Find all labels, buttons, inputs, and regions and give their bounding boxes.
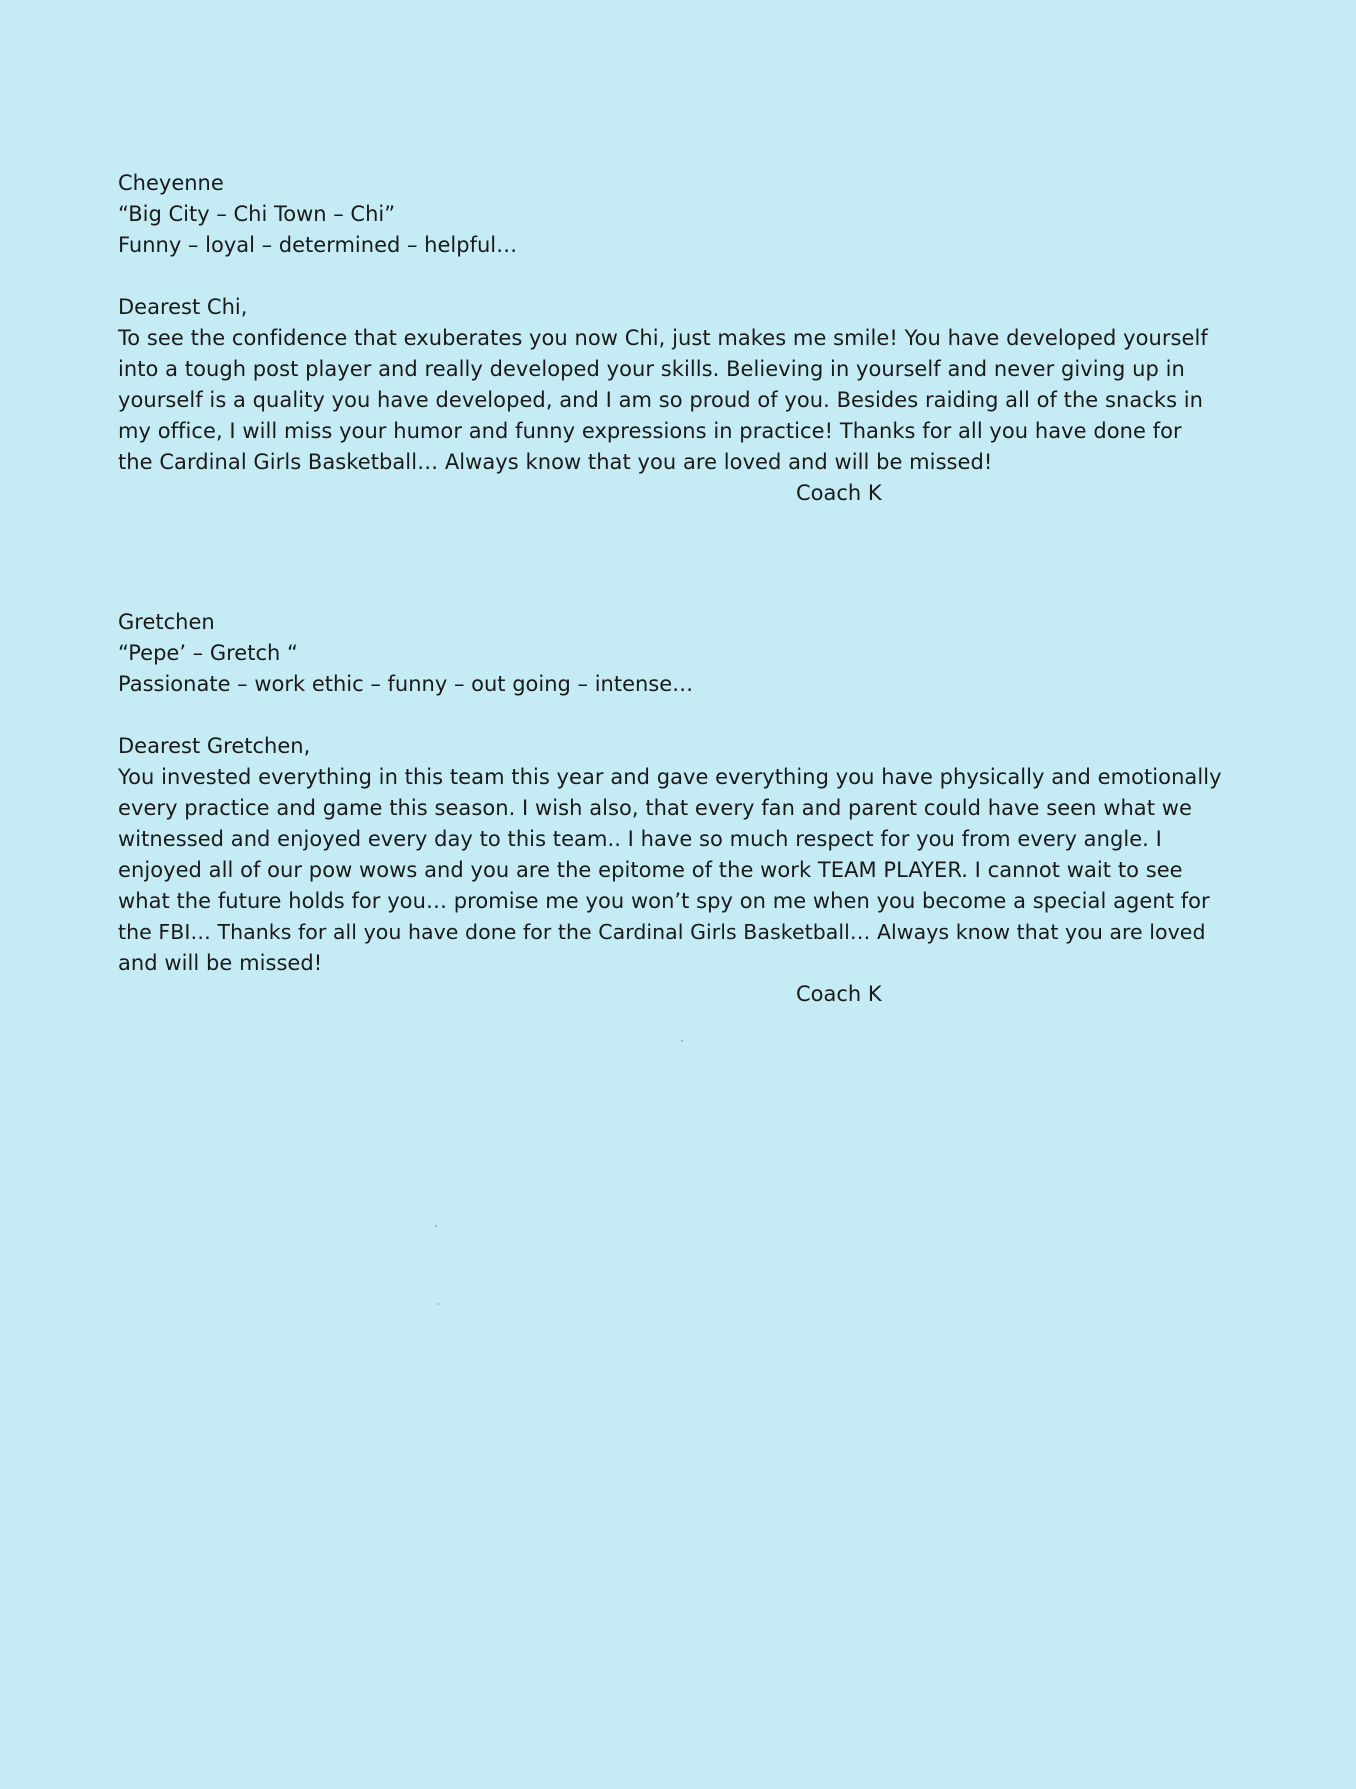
letter-greeting: Dearest Chi, bbox=[118, 295, 248, 319]
letter-body-line: yourself is a quality you have developed, and I am so proud of you. Besides raiding all of the snacks in bbox=[118, 388, 1204, 412]
letter-cheyenne bbox=[118, 168, 1218, 509]
letter-greeting: Dearest Gretchen, bbox=[118, 734, 311, 758]
spacer bbox=[118, 700, 1218, 731]
letter-body-line: To see the confidence that exuberates you now Chi, just makes me smile! You have developed yourself bbox=[118, 326, 1208, 350]
letter-body-line: what the future holds for you… promise me you won’t spy on me when you become a special agent for bbox=[118, 889, 1210, 913]
letter-body-line: every practice and game this season. I wish also, that every fan and parent could have seen what we bbox=[118, 796, 1192, 820]
letter-body-line: enjoyed all of our pow wows and you are the epitome of the work TEAM PLAYER. I cannot wait to see bbox=[118, 858, 1183, 882]
recipient-nickname: “Big City – Chi Town – Chi” bbox=[118, 202, 396, 226]
recipient-name: Gretchen bbox=[118, 610, 215, 634]
letter-body-line: into a tough post player and really developed your skills. Believing in yourself and never giving up in bbox=[118, 357, 1185, 381]
letter-signature: Coach K bbox=[796, 481, 882, 505]
paper-speck bbox=[681, 1040, 683, 1042]
letter-gretchen bbox=[118, 607, 1222, 1010]
paper-speck bbox=[437, 1303, 439, 1305]
recipient-nickname: “Pepe’ – Gretch “ bbox=[118, 641, 298, 665]
recipient-traits: Passionate – work ethic – funny – out going – intense… bbox=[118, 672, 694, 696]
paper-speck bbox=[435, 1225, 437, 1227]
letter-body-line: my office, I will miss your humor and funny expressions in practice! Thanks for all you have done for bbox=[118, 419, 1182, 443]
recipient-name: Cheyenne bbox=[118, 171, 224, 195]
letter-body-line: the Cardinal Girls Basketball… Always know that you are loved and will be missed! bbox=[118, 450, 993, 474]
letter-signature: Coach K bbox=[796, 982, 882, 1006]
letter-body-line: and will be missed! bbox=[118, 951, 323, 975]
letter-body-line: You invested everything in this team this year and gave everything you have physically and emotionally bbox=[118, 765, 1222, 789]
letter-body-line: the FBI… Thanks for all you have done for the Cardinal Girls Basketball… Always know that you are loved bbox=[118, 920, 1206, 944]
spacer bbox=[118, 261, 1218, 292]
recipient-traits: Funny – loyal – determined – helpful… bbox=[118, 233, 518, 257]
letter-body-line: witnessed and enjoyed every day to this team.. I have so much respect for you from every angle. I bbox=[118, 827, 1162, 851]
